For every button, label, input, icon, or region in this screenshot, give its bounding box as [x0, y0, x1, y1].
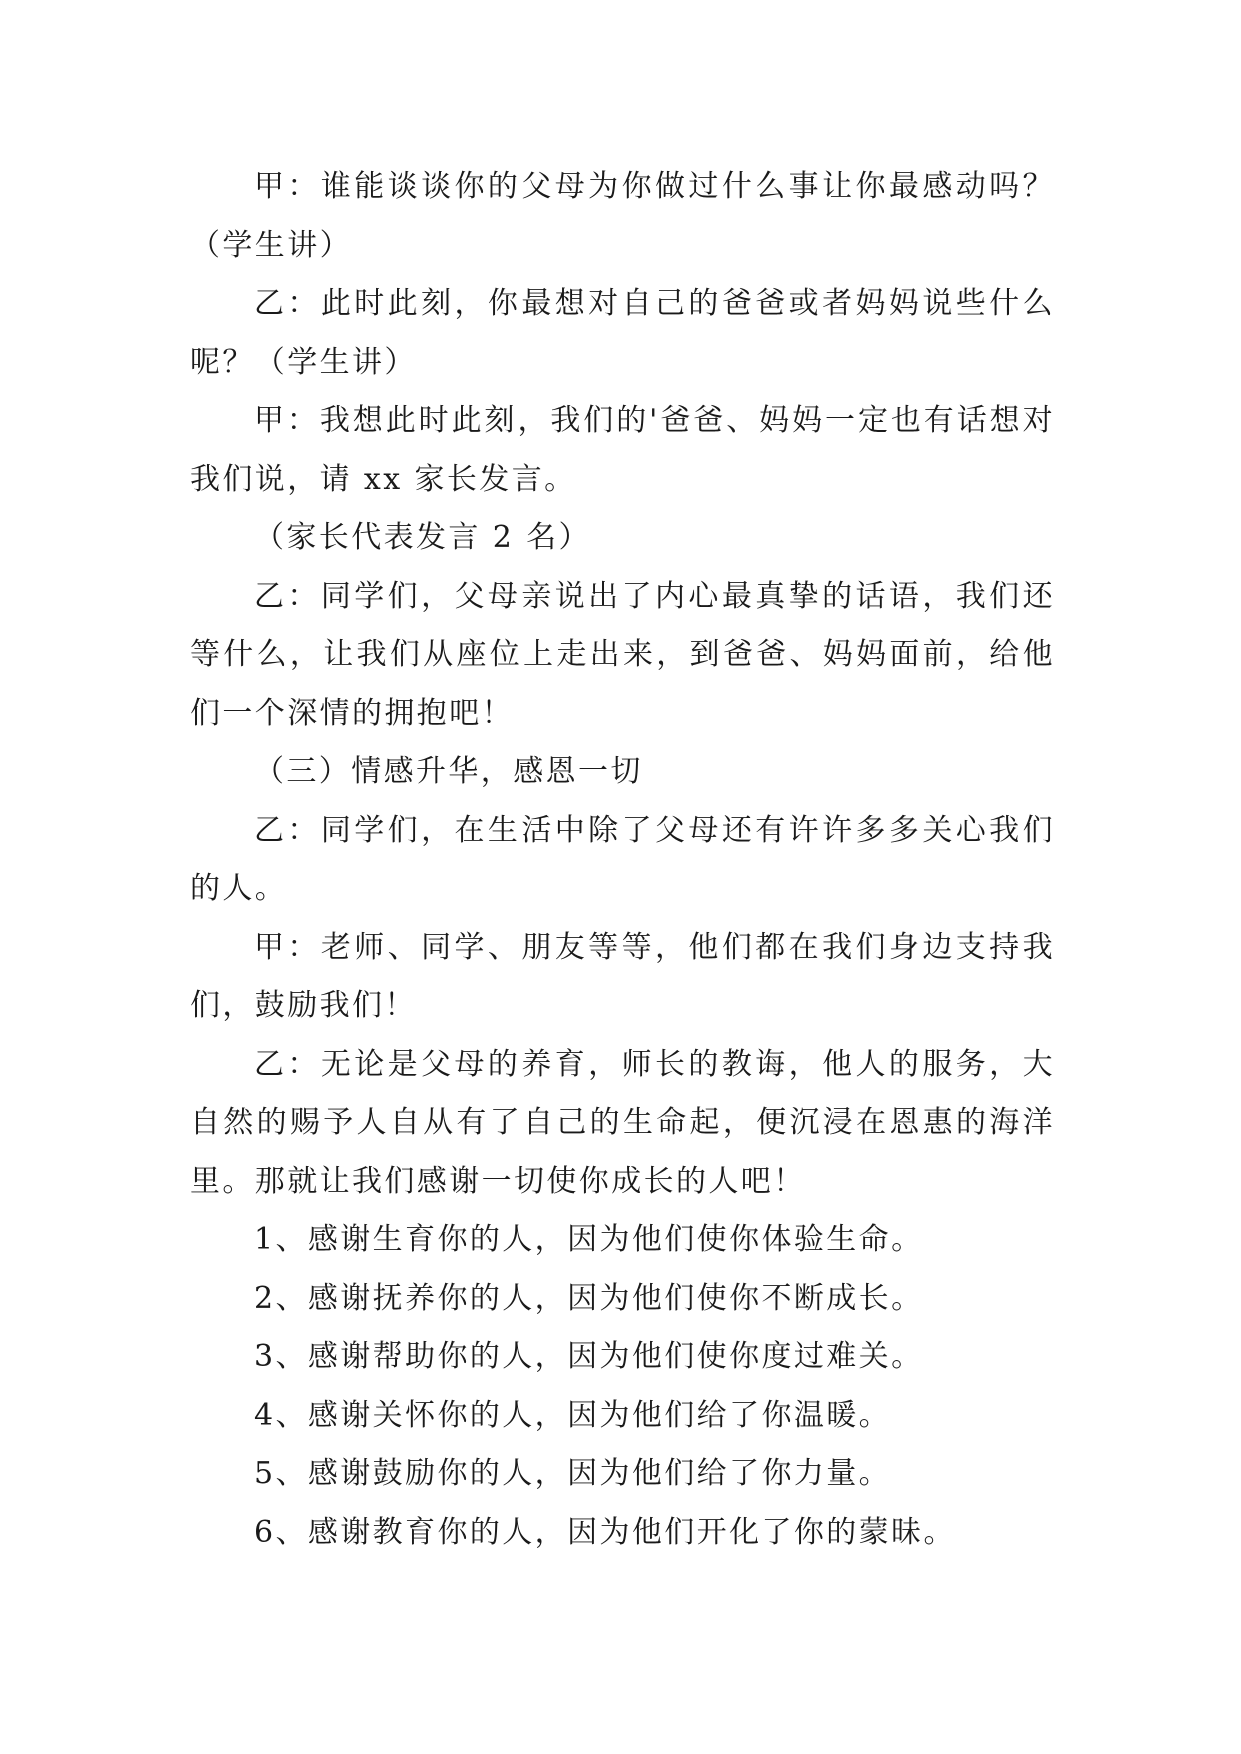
list-item: 3、感谢帮助你的人，因为他们使你度过难关。: [254, 1339, 924, 1374]
list-item: 1、感谢生育你的人，因为他们使你体验生命。: [254, 1222, 924, 1257]
paragraph-caring-people: 乙：同学们，在生活中除了父母还有许许多多关心我们的人。: [190, 812, 1055, 906]
paragraph-say-to-parents: 乙：此时此刻，你最想对自己的爸爸或者妈妈说些什么呢？（学生讲）: [190, 286, 1055, 380]
list-item: 5、感谢鼓励你的人，因为他们给了你力量。: [254, 1456, 892, 1491]
paragraph-teachers-friends: 甲：老师、同学、朋友等等，他们都在我们身边支持我们，鼓励我们！: [190, 929, 1055, 1023]
list-item: 2、感谢抚养你的人，因为他们使你不断成长。: [254, 1280, 924, 1316]
paragraph-parent-speech-note: （家长代表发言 2 名）: [254, 520, 591, 555]
list-item: 4、感谢关怀你的人，因为他们给了你温暖。: [254, 1397, 892, 1433]
paragraph-hug: 乙：同学们，父母亲说出了内心最真挚的话语，我们还等什么，让我们从座位上走出来，到爸爸、妈妈面前，给他们一个深情的拥抱吧！: [190, 578, 1055, 731]
document-page: [190, 158, 1055, 1562]
paragraph-parent-invite: 甲：我想此时此刻，我们的'爸爸、妈妈一定也有话想对我们说，请 xx 家长发言。: [190, 403, 1055, 497]
section-heading-gratitude: （三）情感升华，感恩一切: [254, 754, 643, 789]
paragraph-thank-everyone: 乙：无论是父母的养育，师长的教诲，他人的服务，大自然的赐予人自从有了自己的生命起，便沉浸在恩惠的海洋里。那就让我们感谢一切使你成长的人吧！: [190, 1046, 1055, 1199]
list-item: 6、感谢教育你的人，因为他们开化了你的蒙昧。: [254, 1514, 956, 1550]
paragraph-question-parents: 甲：谁能谈谈你的父母为你做过什么事让你最感动吗？（学生讲）: [190, 169, 1055, 263]
